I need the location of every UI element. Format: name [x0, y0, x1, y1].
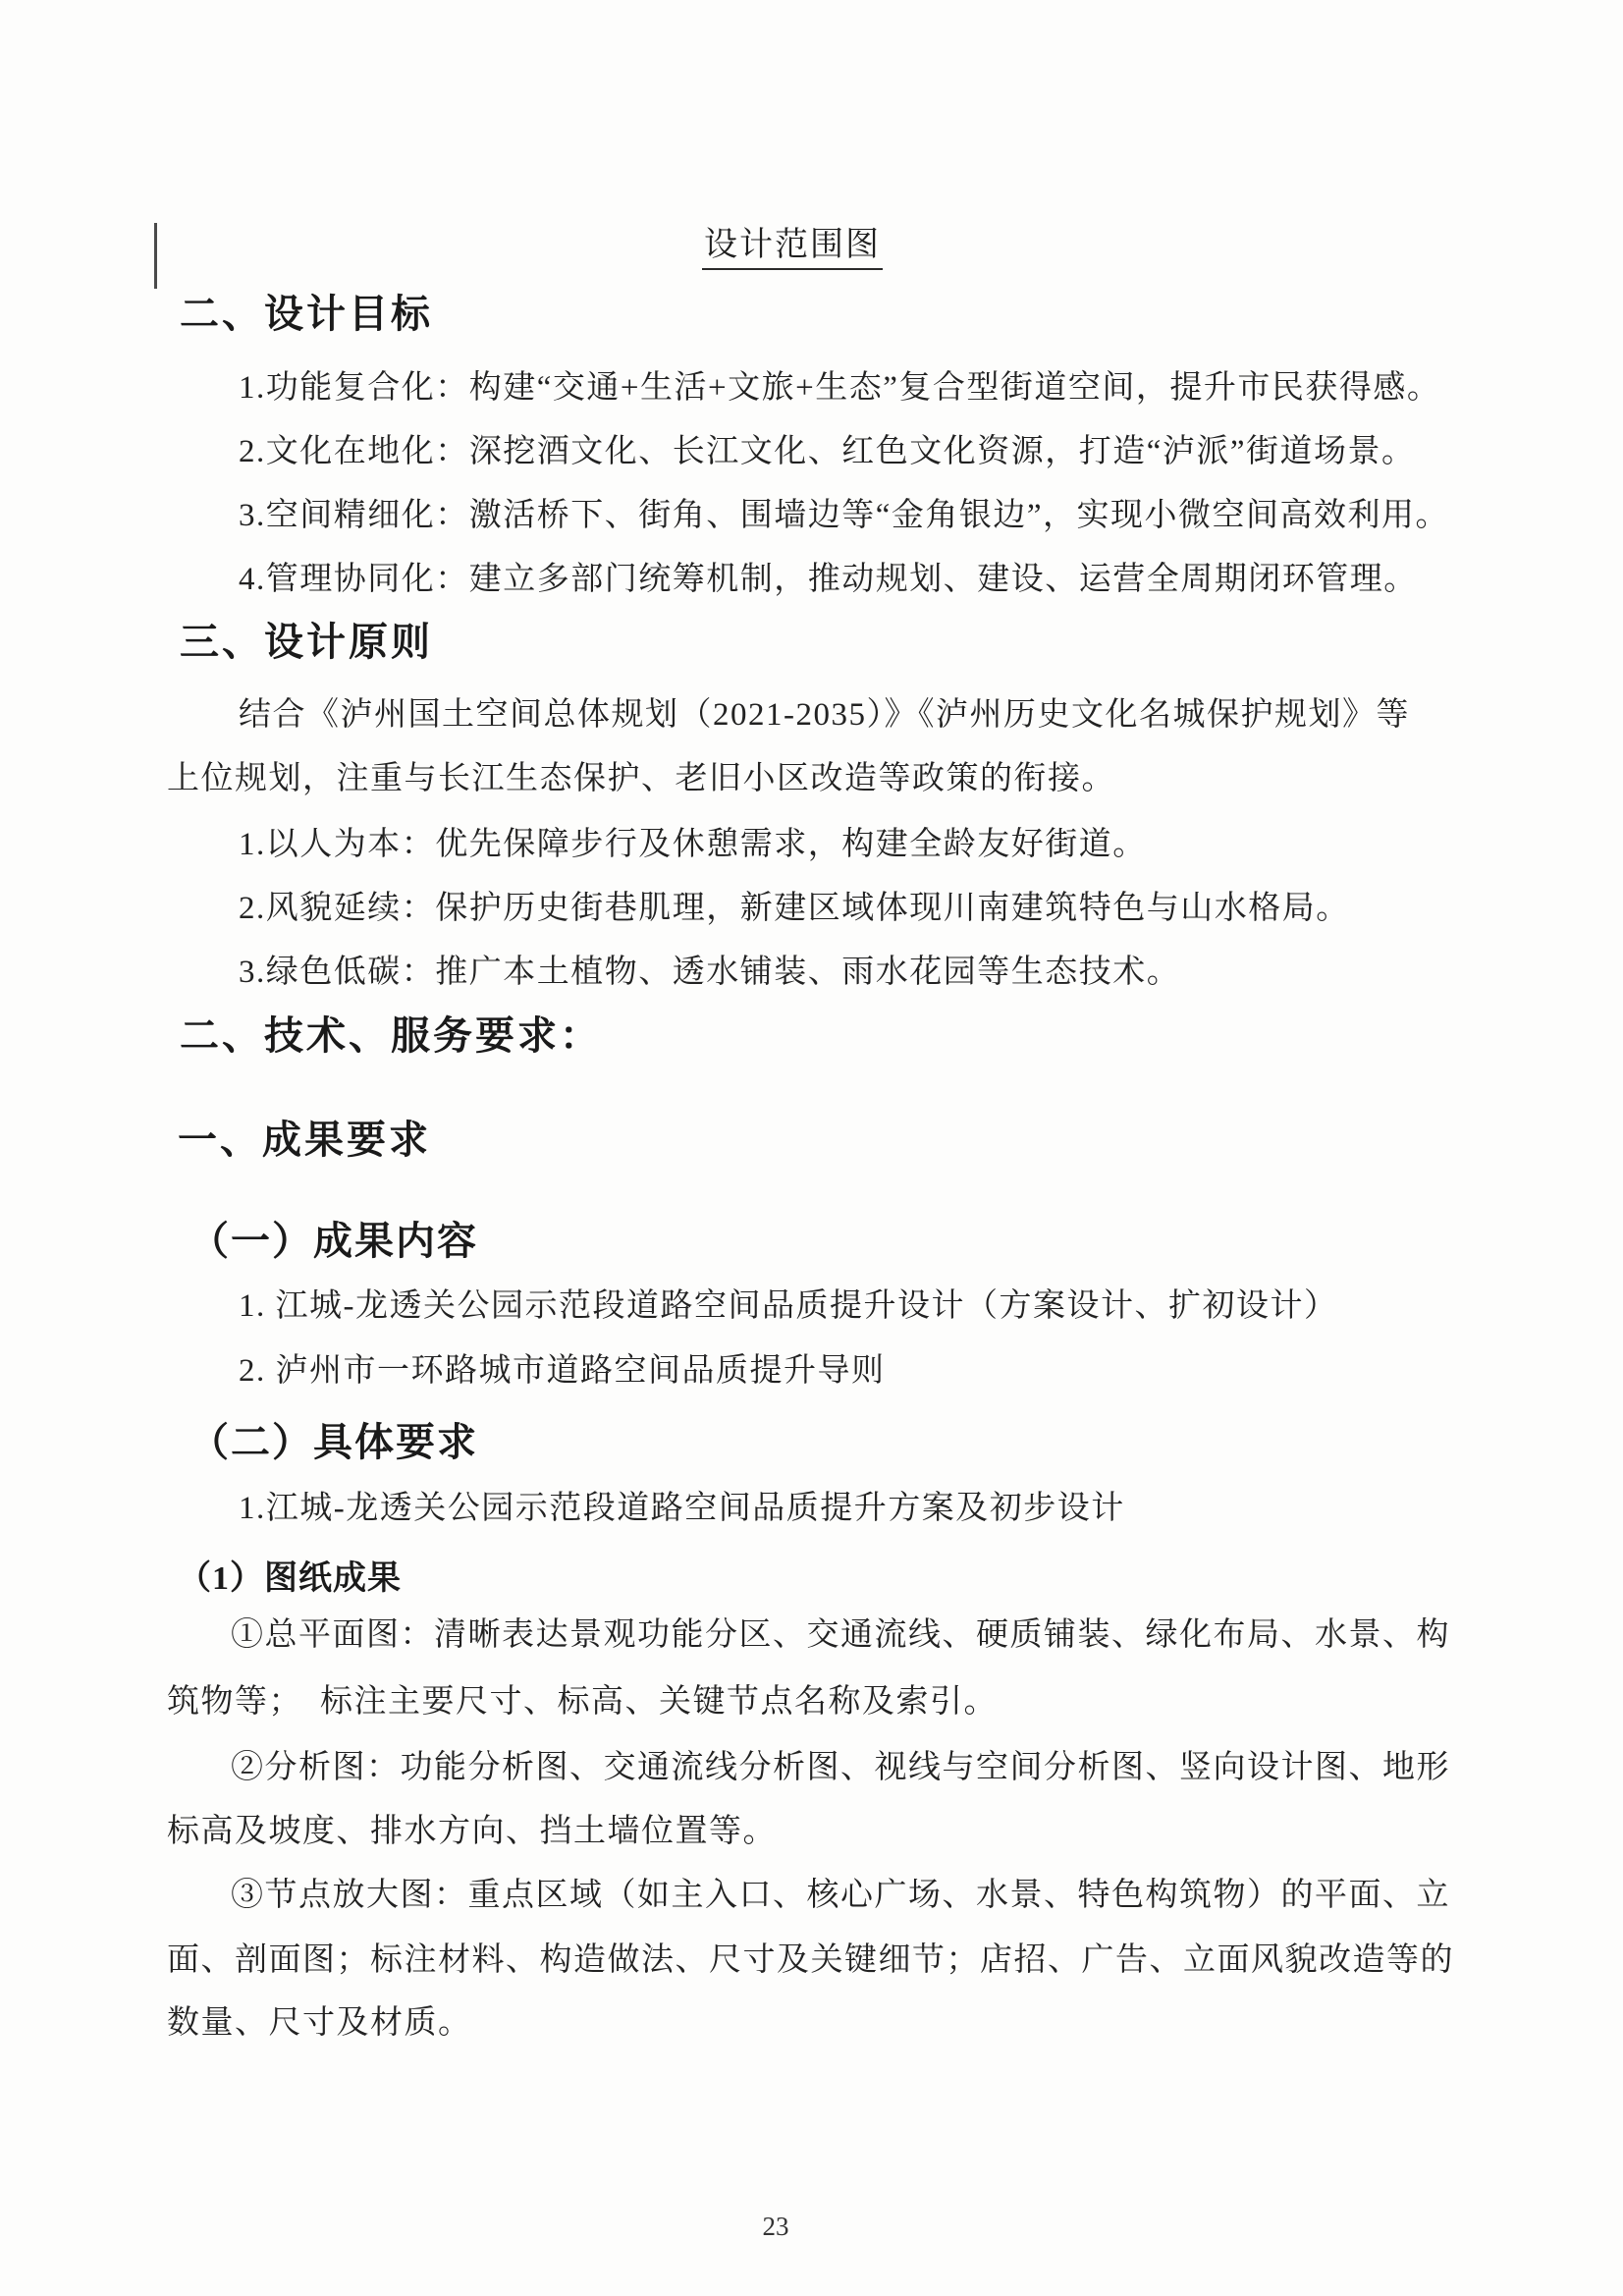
list-item: 3.空间精细化：激活桥下、街角、围墙边等“金角银边”，实现小微空间高效利用。	[239, 498, 1450, 533]
section-heading-deliverable-requirements: 一、成果要求	[178, 1118, 431, 1162]
paragraph-line: 上位规划，注重与长江生态保护、老旧小区改造等政策的衔接。	[167, 761, 1115, 796]
list-item: 3.绿色低碳：推广本土植物、透水铺装、雨水花园等生态技术。	[239, 955, 1181, 990]
section-heading-technical-service-requirements: 二、技术、服务要求：	[180, 1013, 602, 1058]
paragraph-line: 数量、尺寸及材质。	[167, 2005, 472, 2041]
subheading-drawing-deliverables: （1）图纸成果	[178, 1560, 402, 1597]
paragraph-line: ②分析图：功能分析图、交通流线分析图、视线与空间分析图、竖向设计图、地形	[231, 1750, 1450, 1785]
section-heading-design-principles: 三、设计原则	[180, 620, 433, 664]
list-item: 4.管理协同化：建立多部门统筹机制，推动规划、建设、运营全周期闭环管理。	[239, 562, 1418, 597]
list-item: 1.功能复合化：构建“交通+生活+文旅+生态”复合型街道空间，提升市民获得感。	[239, 370, 1441, 406]
paragraph-line: ③节点放大图：重点区域（如主入口、核心广场、水景、特色构筑物）的平面、立	[231, 1878, 1450, 1913]
list-item: 1.江城-龙透关公园示范段道路空间品质提升方案及初步设计	[239, 1491, 1125, 1526]
paragraph-line: 筑物等； 标注主要尺寸、标高、关键节点名称及索引。	[167, 1684, 998, 1720]
section-heading-design-goals: 二、设计目标	[180, 292, 433, 336]
subsection-heading-deliverable-content: （一）成果内容	[189, 1219, 478, 1263]
margin-mark	[154, 223, 157, 289]
paragraph-line: 面、剖面图；标注材料、构造做法、尺寸及关键细节；店招、广告、立面风貌改造等的	[167, 1942, 1454, 1978]
figure-caption-text: 设计范围图	[702, 227, 883, 270]
list-item: 1. 江城-龙透关公园示范段道路空间品质提升设计（方案设计、扩初设计）	[239, 1288, 1338, 1324]
list-item: 1.以人为本：优先保障步行及休憩需求，构建全龄友好街道。	[239, 827, 1147, 862]
figure-caption	[702, 226, 883, 266]
list-item: 2. 泸州市一环路城市道路空间品质提升导则	[239, 1353, 886, 1389]
list-item: 2.风貌延续：保护历史街巷肌理，新建区域体现川南建筑特色与山水格局。	[239, 891, 1350, 926]
paragraph-line: 结合《泸州国土空间总体规划（2021-2035）》《泸州历史文化名城保护规划》等	[239, 697, 1410, 733]
paragraph-line: ①总平面图：清晰表达景观功能分区、交通流线、硬质铺装、绿化布局、水景、构	[231, 1617, 1450, 1653]
list-item: 2.文化在地化：深挖酒文化、长江文化、红色文化资源，打造“泸派”街道场景。	[239, 434, 1416, 469]
page-number: 23	[762, 2212, 789, 2241]
paragraph-line: 标高及坡度、排水方向、挡土墙位置等。	[167, 1814, 777, 1849]
subsection-heading-specific-requirements: （二）具体要求	[189, 1420, 478, 1464]
